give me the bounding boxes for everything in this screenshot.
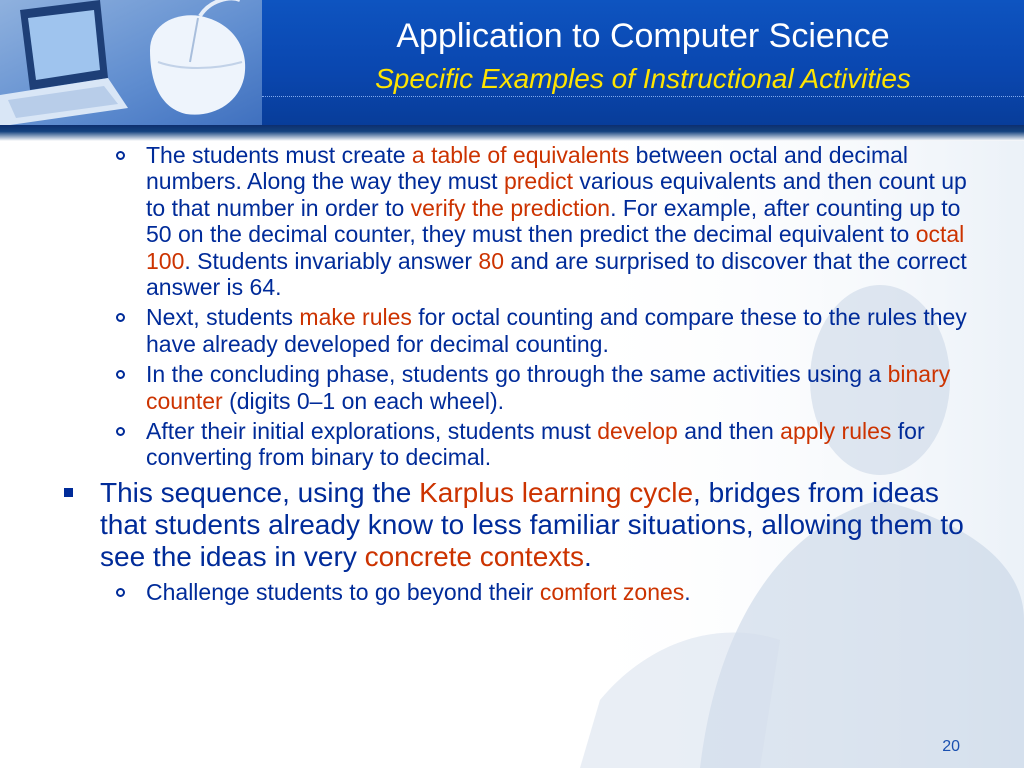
bullet-text: The students must create a table of equivalents between octal and decimal numbers. Along the way they must predict various equivalents and then count up to that number in order to verify the prediction. For example, after counting up to 50 on the decimal counter, they must then predict the decimal equivalent to octal 100. Students invariably answer 80 and are surprised to discover that the correct answer is 64. — [146, 142, 967, 301]
bullet-item — [146, 361, 976, 414]
slide-title: Application to Computer Science — [396, 17, 890, 55]
bullet-item — [100, 477, 980, 573]
bullet-text: Next, students make rules for octal counting and compare these to the rules they have already developed for decimal counting. — [146, 304, 967, 357]
hollow-circle-bullet-icon — [116, 427, 125, 436]
slide-subtitle: Specific Examples of Instructional Activities — [375, 63, 911, 94]
bullet-item — [146, 142, 976, 300]
header-photo — [0, 0, 262, 125]
bullet-item — [146, 418, 976, 471]
bullet-text: Challenge students to go beyond their comfort zones. — [146, 578, 691, 605]
header-bottom-bar — [0, 125, 1024, 141]
hollow-circle-bullet-icon — [116, 588, 125, 597]
header-divider — [262, 96, 1024, 98]
bullet-item — [146, 579, 976, 605]
hollow-circle-bullet-icon — [116, 370, 125, 379]
bullet-text: In the concluding phase, students go through the same activities using a binary counter (digits 0–1 on each wheel). — [146, 361, 951, 414]
bullet-item — [146, 304, 976, 357]
square-bullet-icon — [64, 488, 73, 497]
bullet-text: After their initial explorations, students must develop and then apply rules for converting from binary to decimal. — [146, 418, 925, 471]
hollow-circle-bullet-icon — [116, 313, 125, 322]
hollow-circle-bullet-icon — [116, 151, 125, 160]
bullet-text: This sequence, using the Karplus learning cycle, bridges from ideas that students already know to less familiar situations, allowing them to see the ideas in very concrete contexts. — [100, 476, 964, 572]
bullet-list — [0, 142, 1024, 609]
page-number: 20 — [942, 738, 960, 755]
